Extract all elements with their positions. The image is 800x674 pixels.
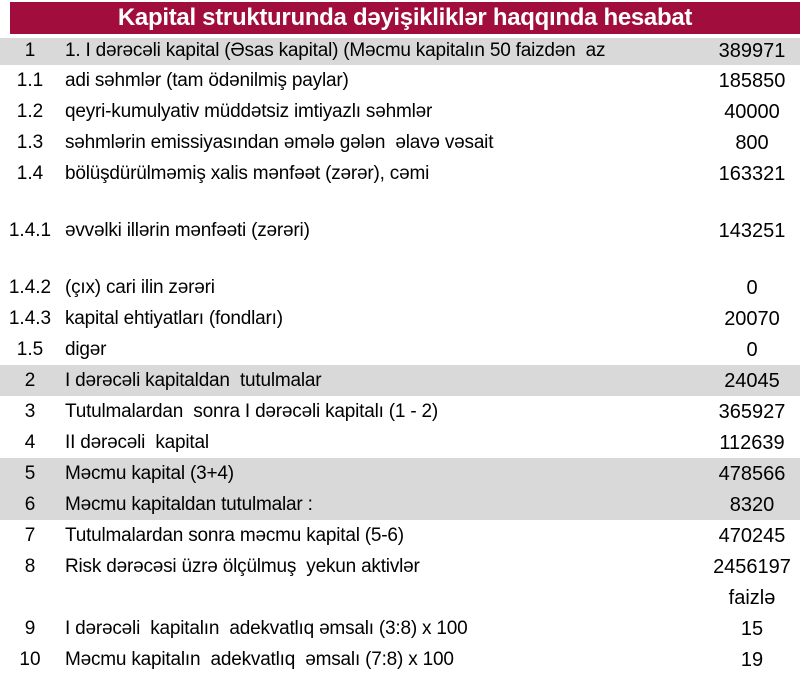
row-label: Məcmu kapitaldan tutulmalar : xyxy=(65,494,313,515)
row-value: 112639 xyxy=(719,432,785,454)
report-title: Kapital strukturunda dəyişikliklər haqqında hesabat xyxy=(10,2,800,34)
row-number: 8 xyxy=(24,556,36,577)
row-label: Tutulmalardan sonra I dərəcəli kapitalı (1 - 2) xyxy=(65,401,439,422)
row-label: I dərəcəli kapitaldan tutulmalar xyxy=(65,370,322,391)
table-row xyxy=(0,613,800,644)
row-number: 3 xyxy=(24,401,36,422)
row-value: 8320 xyxy=(729,494,775,516)
row-value: 2456197 xyxy=(713,556,791,578)
row-number: 1.4.1 xyxy=(8,220,52,241)
row-label: qeyri-kumulyativ müddətsiz imtiyazlı səhmlər xyxy=(65,101,433,122)
row-label: II dərəcəli kapital xyxy=(65,432,209,453)
row-number: 6 xyxy=(24,494,36,515)
row-number: 1.3 xyxy=(16,132,44,153)
row-number: 1.4 xyxy=(16,163,44,184)
row-label: bölüşdürülməmiş xalis mənfəət (zərər), cəmi xyxy=(65,163,430,184)
row-value: 478566 xyxy=(718,463,786,485)
row-label: I dərəcəli kapitalın adekvatlıq əmsalı (3:8) x 100 xyxy=(65,618,468,639)
table-row xyxy=(0,96,800,127)
row-label: Risk dərəcəsi üzrə ölçülmuş yekun aktivlər xyxy=(65,556,420,577)
row-value: faizlə xyxy=(728,587,776,609)
table-row xyxy=(0,520,800,551)
row-value: 389971 xyxy=(718,40,786,62)
row-value: 800 xyxy=(735,132,769,154)
row-value: 40000 xyxy=(724,101,780,123)
row-label: Məcmu kapital (3+4) xyxy=(65,463,234,484)
row-label: kapital ehtiyatları (fondları) xyxy=(65,308,283,329)
table-row xyxy=(0,458,800,489)
row-label: 1. I dərəcəli kapital (Əsas kapital) (Məcmu kapitalın 50 faizdən az xyxy=(65,40,606,61)
table-row xyxy=(0,551,800,582)
row-label: Tutulmalardan sonra məcmu kapital (5-6) xyxy=(65,525,404,546)
table-row xyxy=(0,427,800,458)
row-number: 4 xyxy=(24,432,36,453)
row-label: digər xyxy=(65,339,107,360)
report-page xyxy=(0,2,800,674)
row-value: 24045 xyxy=(724,370,780,392)
table-row xyxy=(0,127,800,158)
row-number: 1.1 xyxy=(16,70,44,91)
table-row xyxy=(0,489,800,520)
table-row xyxy=(0,303,800,334)
table-row xyxy=(0,365,800,396)
table-row xyxy=(0,38,800,65)
table-row xyxy=(0,189,800,246)
capital-structure-table xyxy=(0,38,800,674)
row-label: əvvəlki illərin mənfəəti (zərəri) xyxy=(65,220,310,241)
row-label: səhmlərin emissiyasından əmələ gələn əlavə vəsait xyxy=(65,132,494,153)
table-row xyxy=(0,65,800,96)
row-value: 470245 xyxy=(718,525,786,547)
row-number: 9 xyxy=(24,618,36,639)
row-value: 365927 xyxy=(718,401,786,423)
table-row xyxy=(0,158,800,189)
table-row xyxy=(0,644,800,674)
row-value: 15 xyxy=(740,618,764,640)
row-number: 1.5 xyxy=(16,339,44,360)
row-value: 163321 xyxy=(718,163,786,185)
table-row xyxy=(0,582,800,613)
row-value: 20070 xyxy=(724,308,780,330)
row-number: 5 xyxy=(24,463,36,484)
row-value: 0 xyxy=(746,339,758,361)
table-row xyxy=(0,334,800,365)
row-value: 143251 xyxy=(718,220,786,242)
row-label: Məcmu kapitalın adekvatlıq əmsalı (7:8) x 100 xyxy=(65,649,454,670)
row-number: 1.4.2 xyxy=(8,277,52,298)
row-label: adi səhmlər (tam ödənilmiş paylar) xyxy=(65,70,349,91)
row-number: 1.4.3 xyxy=(8,308,52,329)
row-value: 19 xyxy=(740,649,764,671)
row-number: 1 xyxy=(24,40,36,61)
row-number: 7 xyxy=(24,525,36,546)
row-value: 0 xyxy=(746,277,758,299)
row-number: 1.2 xyxy=(16,101,44,122)
table-row xyxy=(0,396,800,427)
row-value: 185850 xyxy=(718,70,786,92)
table-row xyxy=(0,246,800,303)
row-number: 10 xyxy=(19,649,41,670)
row-label: (çıx) cari ilin zərəri xyxy=(65,277,215,298)
row-number: 2 xyxy=(24,370,36,391)
